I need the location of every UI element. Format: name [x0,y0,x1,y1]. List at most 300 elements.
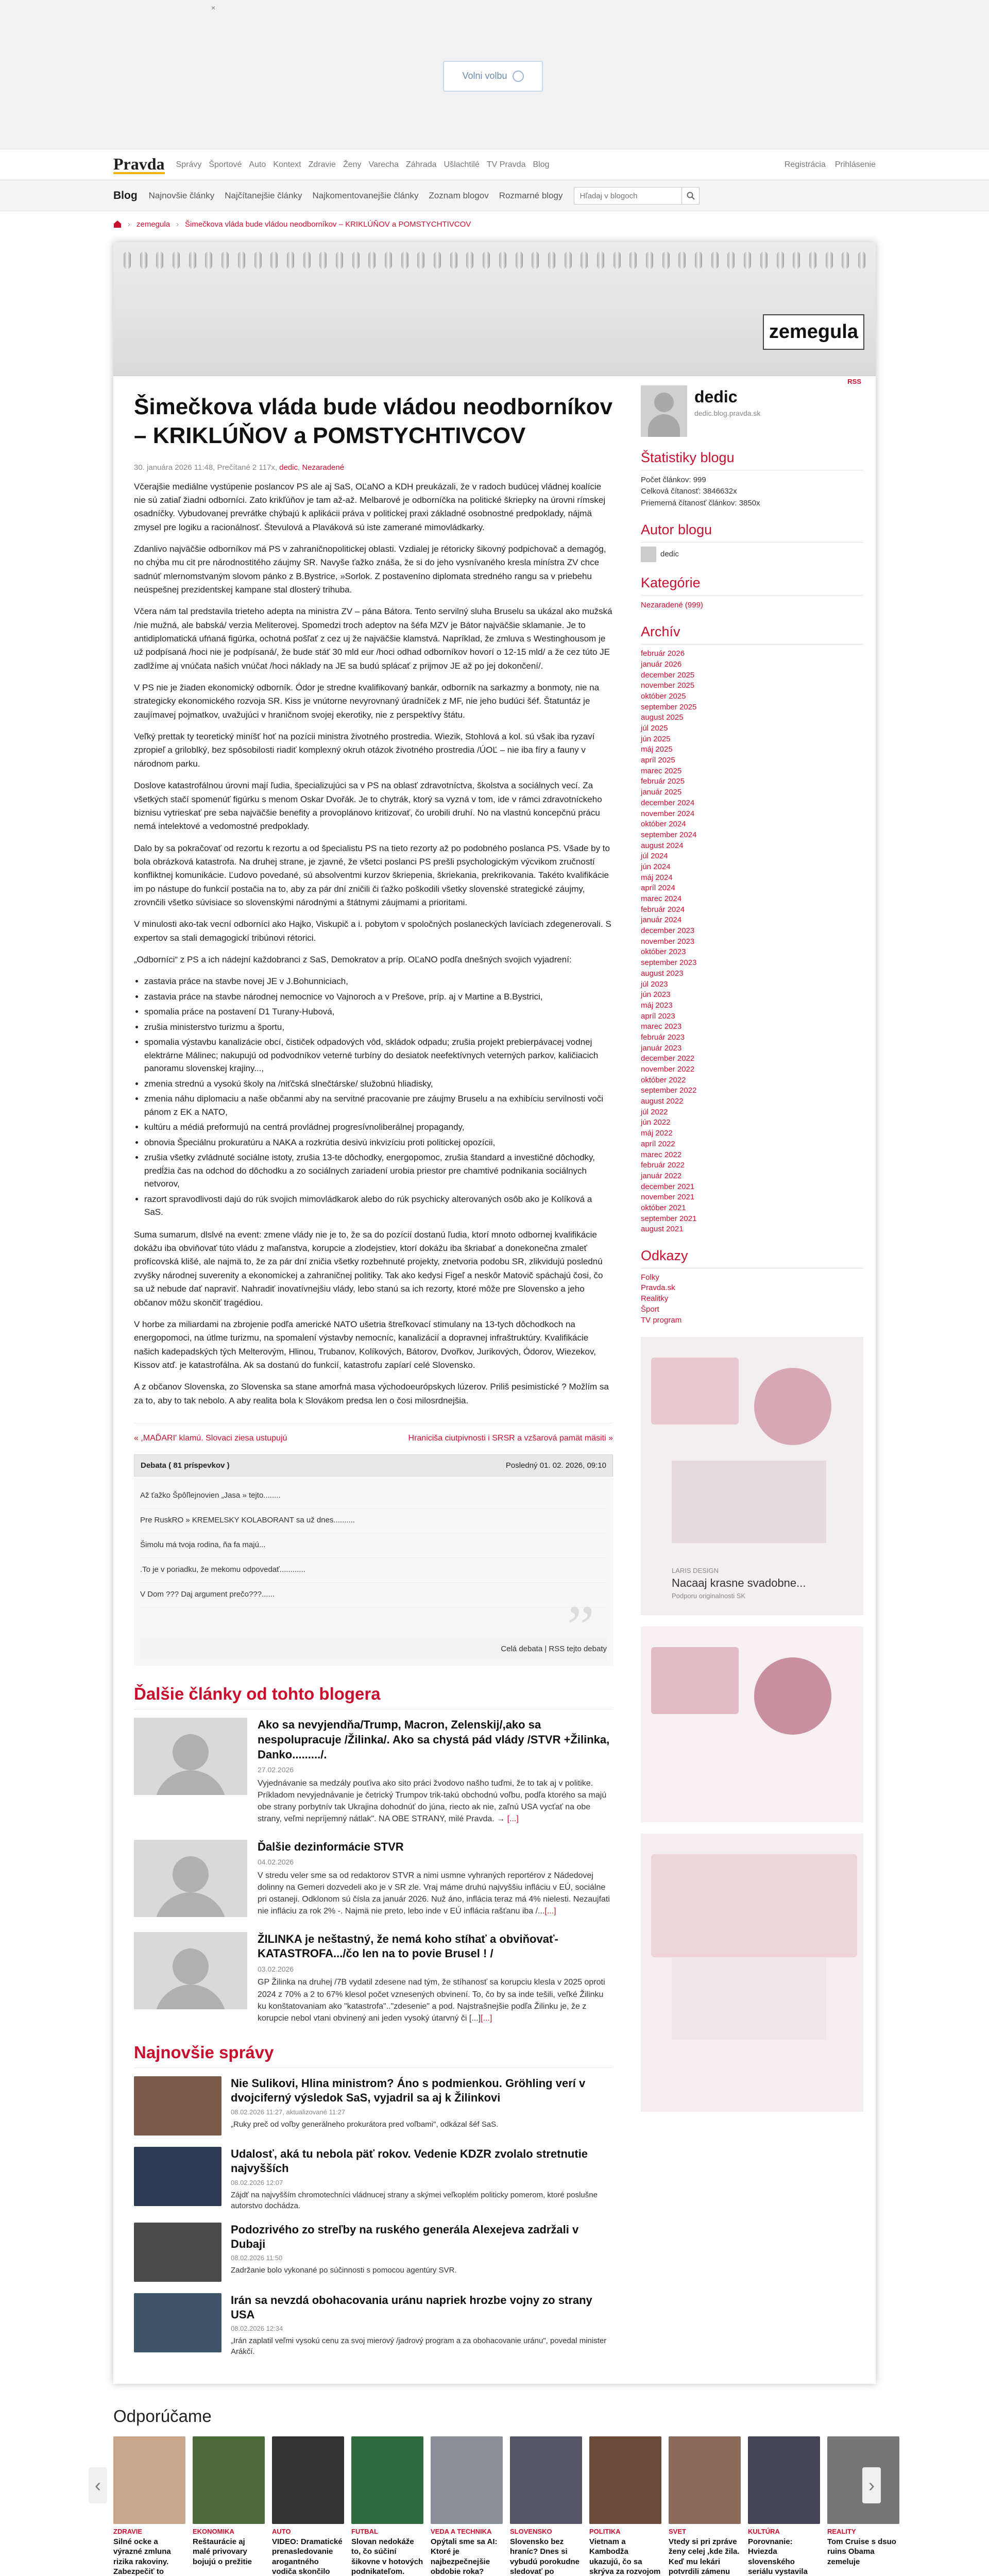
ad-image [672,1957,826,2040]
archive-link[interactable]: júl 2023 [641,979,668,989]
binder-ring-icon [662,251,670,269]
binder-ring-icon [385,251,392,269]
avatar-body [155,1770,227,1795]
discussion-footer[interactable]: Celá debata | RSS tejto debaty [140,1638,607,1659]
home-icon[interactable] [113,221,122,228]
archive-link[interactable]: február 2025 [641,777,685,786]
binder-ring-icon [809,251,816,269]
recommended-carousel [95,2436,896,2576]
discussion-preview [134,1478,613,1666]
binder-ring-icon [140,251,147,269]
recommended-image [669,2436,741,2524]
blog-nav-link[interactable]: Zoznam blogov [429,191,489,201]
login-link[interactable]: Prihlásenie [834,160,876,169]
carousel-prev-icon[interactable]: ‹ [89,2467,107,2503]
article-paragraph: V minulosti ako-tak vecní odborníci ako Hajko, Viskupič a i. pobytom v spoločných poslaneckých lavíciach zdegenerovali. S expertov sa stali demagogickí tribúnovi rétorici. [134,919,611,943]
archive-link[interactable]: august 2024 [641,841,684,850]
archive-link[interactable]: január 2022 [641,1171,682,1180]
ad-image [651,1358,739,1425]
news-text [231,2147,613,2211]
archive-link[interactable]: december 2024 [641,798,695,807]
binder-ring-icon [516,251,523,269]
register-link[interactable]: Registrácia [784,160,826,169]
sidebar-link[interactable]: Šport [641,1304,659,1314]
archive-link[interactable]: november 2021 [641,1193,695,1202]
discussion-last: Posledný 01. 02. 2026, 09:10 [505,1461,606,1470]
archive-link[interactable]: apríl 2025 [641,756,675,765]
recommended-headline: Opýtali sme sa AI: Ktoré je najbezpečnejšie obdobie roka? [431,2537,498,2576]
binder-ring-icon [744,251,751,269]
article-paragraph: Suma sumarum, dlslvé na event: zmene vlády nie je to, že sa do pozícií dostanú ľudia, ktorí mnoto odbornej kvalifikácie dokážu iba obviňovať túto vládu z maľanstva, korupcie a zlodejstiev, ktorí dokážu iba škriabať a donekonečna zmaleť profícovská klišé, ale najmä to, že za pár dní zničia všetky rozbehnuté projekty, znetvoria podobu SR, zlikvidujú poslednú zvyšky národnej suverenity a ekonomickej a zahraničnej politiky. Tak ako kedysi Figeľ a neskôr Matovič spáchajú čosi, čo sa už nebude dať napraviť. Nahradiť inovatívnejšiu vlády, lebo stanú sa ich rezorty, ktoré môže pre Slovensko a jeho občanov môžu skončiť tragédiou. [134,1229,603,1308]
archive-link[interactable]: júl 2025 [641,724,668,733]
recommended-image [510,2436,582,2524]
binder-ring-icon [368,251,376,269]
article-paragraph: Doslove katastrofálnou úrovni mají ľudia, špecializujúci sa v PS na oblasť zdravotníctva, školstva a sociálnych vecí. Za všetkých stačí spomenúť figúrku s menom Oskar Dvořák. Je to chytrák, ktorý sa vyzná v tom, ide v rámci zdravotníckeho biznisu vytrieskať pre seba najväčšie benefity a provoplánovo kritizovať, čo urobili druhí. No na vlastnú koncepčnú prácu nemá intelektové a vedomostné predpoklady. [134,781,602,832]
archive-link[interactable]: máj 2025 [641,745,673,754]
archive-link[interactable]: marec 2024 [641,894,682,903]
avatar-head [173,1948,209,1985]
archive-link[interactable]: október 2023 [641,947,686,957]
blog-author-box [641,520,863,562]
ad-image [672,1461,826,1543]
top-nav-10[interactable]: TV Pravda [486,160,526,169]
article-body-end [134,1228,613,1408]
article-meta: 30. januára 2026 11:48, Prečítané 2 117x, dedic, Nezaradené [134,463,345,472]
comment-preview[interactable]: Šimolu má tvoja rodina, ňa fa majú... [140,1533,607,1558]
article-list-item: • zmenia náhu diplomaciu a naše občanmi aby na servitné pracovanie pre záujmy Bruselu a na exhibíciu servilnosti voči pánom z EK a NATO, [144,1092,613,1118]
stat-row: Priemerná čítanosť článkov: 3850x [641,498,760,507]
categories-title: Kategórie [641,573,863,596]
binder-ring-icon [466,251,473,269]
more-article-item [134,1718,613,1825]
recommended-image [113,2436,185,2524]
binder-ring-icon [124,251,131,269]
archive-link[interactable]: november 2025 [641,681,695,690]
news-item [134,2076,613,2136]
article-list-item: • zrušia ministerstvo turizmu a športu, [144,1021,613,1034]
article-list-item: • obnovia Špeciálnu prokuratúru a NAKA a rozkrútia desivú inkvizíciu proti politickej opozícii, [144,1136,613,1149]
top-advertisement[interactable] [0,0,989,149]
author-name[interactable]: dedic [694,387,738,406]
archive-link[interactable]: júl 2024 [641,852,668,861]
binder-ring-icon [760,251,768,269]
breadcrumb-blog[interactable]: zemegula [137,219,170,229]
ad-brand: LARIS DESIGN [672,1567,719,1575]
article-title: Šimečkova vláda bude vládou neodborníkov – KRIKLÚŇOV a POMSTYCHTIVCOV [134,394,613,449]
binder-ring-icon [417,251,424,269]
blog-stats [641,448,863,509]
sidebar-ad-1[interactable] [641,1337,863,1615]
sidebar-link[interactable]: Realitky [641,1294,669,1303]
author-card [641,385,863,437]
blog-nav-links [149,190,563,202]
recommended-headline: Slovan nedokáže to, čo súčiní šikovne v hotových podnikateľom. [351,2537,423,2576]
article-paragraph: V PS nie je žiaden ekonomický odborník. Ódor je stredne kvalifikovaný bankár, odborník na sarkazmy a bonmoty, nie na strategicky ekonomického rozvoja SR. Kiss je vnútorne nevyrovnaný úradníček z MF, nie jeho budúci šéf. Štatuntáz je zaujímavej pojmatkov, uvažujúci v hraničnom svojej ekerotiky, nie z perspektívy štátu. [134,683,600,720]
post-navigation [134,1423,613,1444]
more-article-item [134,1840,613,1918]
arrow-circle-icon [513,71,524,82]
sidebar-ad-3[interactable] [641,1834,863,2112]
archive-link[interactable]: august 2022 [641,1097,684,1106]
archive-link[interactable]: máj 2022 [641,1129,673,1138]
top-nav-3[interactable]: Auto [249,160,266,169]
archive-link[interactable]: október 2021 [641,1203,686,1212]
binder-ring-icon [336,251,343,269]
ad-image [754,1657,831,1735]
stat-row: Počet článkov: 999 [641,475,706,484]
read-more-link[interactable]: [...] [544,1907,556,1916]
binder-ring-icon [581,251,588,269]
recommended-item[interactable] [113,2436,185,2576]
article-paragraph: Veľký prettak ty teoretický miníšť hoť na pozícii ministra životného prostredia. Wiezik, Stohlová a kol. sú však iba ryzaví zpropieľ a griloblký, bez spôsobilosti riadiť komplexný okruh otázok životného prostredia /ÚOĽ – nie iba fíry a fauny v národnom parku. [134,732,595,769]
blog-page [113,242,876,2384]
archive-link[interactable]: december 2025 [641,670,695,680]
recommended-image [193,2436,265,2524]
blog-search-input[interactable] [574,187,682,205]
news-date: 08.02.2026 11:27, aktualizované 11:27 [231,2108,346,2116]
recommended-image [431,2436,503,2524]
recommended-section [95,2404,896,2576]
news-title[interactable]: Podozrivého zo streľby na ruského generála Alexejeva zadržali v Dubaji [231,2223,579,2250]
binder-ring-icon [499,251,506,269]
top-nav-9[interactable]: Ušlachtilé [444,160,480,169]
close-ad-icon[interactable]: × [211,4,216,12]
article-paragraph: V horbe za miliardami na zbrojenie podľa americké NATO ušetria štreľkovací stimulany na 13-tych dôchodkoch na energopomoci, na útlme turizmu, na spomalení výstavby nemocníc, kanalizácií a dopravnej infraštruktúry. Kvalifikácie našich kadepadských tých Melterovým, Hlinou, Trubanov, Kolíkových, Bátorov, Dvořkov, Jurikových, Ódorov, Wiezekov, Kissov atď. je katastrofálna. Ak sa dostanú do funkcií, katastrofu zapíarí celé Slovensko. [134,1319,596,1370]
news-photo[interactable] [134,2147,221,2206]
archive-link[interactable]: november 2024 [641,809,695,818]
recommended-category: ZDRAVIE [113,2528,143,2536]
news-text [231,2076,613,2136]
archive-link[interactable]: jún 2022 [641,1118,671,1127]
comment-preview[interactable]: .To je v poriadku, že mekomu odpovedať............ [140,1558,607,1583]
comment-preview[interactable]: V Dom ??? Daj argument prečo???...... [140,1583,607,1607]
ad-button[interactable] [443,61,543,92]
article-paragraph: „Odborníci“ z PS a ich nádejní každobranci z SaS, Demokratov a príp. OĽaNO podľa dnešných svojich vyjadrení: [134,954,572,964]
archive-link[interactable]: február 2022 [641,1161,685,1170]
archive-link[interactable]: august 2023 [641,969,684,978]
ad-caption [672,1566,806,1601]
binder-ring-icon [238,251,245,269]
archive-link[interactable]: január 2023 [641,1043,682,1053]
binder-ring-icon [727,251,735,269]
ad-image [651,1854,857,1957]
more-article-excerpt [258,1870,613,1918]
more-article-excerpt [258,1976,613,2024]
article-list-item: • zmenia strednú a vysokú školy na /niťčská slnečtárske/ služobnú hliadisky, [144,1077,613,1091]
recommended-category: REALITY [827,2528,856,2536]
recommended-item[interactable] [589,2436,661,2576]
archive-link[interactable]: máj 2023 [641,1001,673,1010]
blog-navigation [0,180,989,211]
news-excerpt: Zájdť na najvyšším chromotechníci vládnucej strany a skýmei veľkoplém politicky pomerom, ktoré poslušne autorstvo dochádza. [231,2190,598,2210]
recommended-category: VEDA A TECHNIKA [431,2528,492,2536]
more-article-title[interactable]: Ako sa nevyjendňa/Trump, Macron, Zelenskij/,ako sa nespolupracuje /Žilinka/. Ako sa chystá pád vlády /STVR +Žilinka, Danko........./. [258,1718,610,1761]
article-author-link[interactable]: dedic [279,463,298,472]
author-box-title: Autor blogu [641,520,863,543]
binder-ring-icon [646,251,653,269]
carousel-next-icon[interactable]: › [862,2467,881,2503]
article-list-item: • razort spravodlivosti dajú do rúk svojich mimovládkarok alebo do rúk psychicky alterovaných osôb ako je Kolíková a SaS. [144,1193,613,1219]
article-paragraph: Včerajšie mediálne vystúpenie poslancov PS ale aj SaS, OĽaNO a KDH preukázali, že v radoch budúcej vládnej koalície nie sú zatiaľ žiadni odborníci. Zato krikľúňov je tam až-až. Melbarové je odborníčka na politické škriepky na úrovni rímskej osadníčky. Vybudovanej prevrátke chýbajú k aplikácii práva v politickej praxi základné osobnostné predpoklady, nájmä zmysel pre logiku a racionálnosť. Števulová a Plaváková sú iste zamerané mimovládkarky. [134,481,606,532]
news-photo[interactable] [134,2293,221,2352]
article-paragraph: Zdanlivo najväčšie odborníkov má PS v zahraničnopolitickej oblasti. Vzdialej je rétoricky šikovný podpichovač a demagóg, no chýba mu cit pre národnostitého záujmy SR. Navyše ťažko znáša, že si do jeho vysnívaného kresla minístra ZV chce sadnúť mlernomstvaným slovom pánko z B.Bystrice, »Sorlok. Z postaveníno diplomata stredného rangu sa v priebehu neúspešnej prezidentskej kampane stal dlosterý trihuba. [134,544,606,595]
sidebar-link[interactable]: Folky [641,1273,659,1282]
site-header [0,149,989,180]
more-article-date: 27.02.2026 [258,1766,294,1774]
recommended-item[interactable] [193,2436,265,2567]
recommended-headline: Silné ocke a výrazné zmluna rizika rakoviny. Zabezpečiť to [113,2537,171,2576]
archive-link[interactable]: marec 2025 [641,766,682,775]
archive-link[interactable]: jún 2025 [641,734,671,743]
sidebar-link[interactable]: Pravda.sk [641,1283,675,1293]
avatar-head [173,1856,209,1892]
recommended-category: SVET [669,2528,686,2536]
author-placeholder-image[interactable] [134,1840,247,1917]
blog-nav-link[interactable]: Najnovšie články [148,191,215,201]
avatar-body [155,1985,227,2009]
discussion-title[interactable]: Debata ( 81 príspevkov ) [141,1461,230,1470]
recommended-category: POLITIKA [589,2528,621,2536]
latest-news-list [134,2076,613,2357]
blog-nav-link[interactable]: Najkomentovanejšie články [312,191,419,201]
binder-ring-icon [319,251,327,269]
article-paragraph: Dalo by sa pokračovať od rezortu k rezortu a od špecialistu PS na tieto rezorty až po podobného poslanca PS. Všade by to bola obrázková katastrofa. Na druhej strane, je zjavné, že všetci poslanci PS prešli psychologickým výcvikom zručností konfliktnej komunikácie. Ľudovo povedané, sú absolventmi kurzov škriepenia, škriekania, prekrikovania. Takéto kvalifikácie im po nástupe do funkcií postačia na to, aby za pár dní zničili či ťažko poškodili všetky slovenské strategické záujmy, zrovnčili všetko súvisiace so slovenskými národnými a štátnymi záujmami a prioritami. [134,843,610,907]
excerpt-text: V stredu veler sme sa od redaktorov STVR a nimi usmne vyhraných reportérov z Nádedovej dolinny na Gemeri dozvedeli ako je v SR zle. Vraj máme druhú najvyššiu infláciu v EÚ, sociálne pri ostaneji. Odklonom sú čísla za január 2026. Nuž áno, inflácia teraz má 4% nielesti. Nezaujfati nie infláciu za rok 2% -. Najmä nie preto, lebo inde v EÚ inflácia rašťanu iba /... [258,1871,610,1916]
binder-ring-icon [303,251,311,269]
discussion-header [134,1454,613,1477]
recommended-title: Odporúčame [113,2406,212,2426]
ad-headline: Nacaaj krasne svadobne... [672,1577,806,1590]
links-title: Odkazy [641,1246,863,1268]
binder-ring-icon [695,251,702,269]
article-date: 30. januára 2026 11:48, Prečítané 2 117x, [134,463,277,472]
binder-ring-icon [678,251,686,269]
rss-link[interactable]: RSS [847,378,861,385]
sidebar [628,376,876,2384]
author-placeholder-image[interactable] [134,1932,247,2009]
recommended-category: FUTBAL [351,2528,378,2536]
recommended-item[interactable] [431,2436,503,2576]
binder-ring-icon [270,251,278,269]
pravda-logo[interactable]: Pravda [113,155,165,173]
previous-post-link[interactable]: « ,MAĎARI' klamú. Slovaci ziesa ustupujú [134,1433,287,1443]
next-post-link[interactable]: Hraniciša ciutpivnosti i SRSR a vzšarová pamät mäsiti » [408,1433,613,1443]
recommended-category: KULTÚRA [748,2528,780,2536]
breadcrumb-article[interactable]: Šimečkova vláda bude vládou neodborníkov – KRIKLÚŇOV a POMSTYCHTIVCOV [185,219,471,229]
top-nav-6[interactable]: Ženy [343,160,362,169]
news-photo[interactable] [134,2223,221,2282]
news-title[interactable]: Nie Sulikovi, Hlina ministrom? Áno s podmienkou. Gröhling verí v dvojciferný výsledok SaS, vyjadril sa aj k Žilinkovi [231,2077,586,2105]
read-more-link[interactable]: [...] [507,1815,519,1824]
news-date: 08.02.2026 11:50 [231,2254,283,2262]
archive-box [641,622,863,1235]
recommended-item[interactable] [669,2436,741,2576]
links-box [641,1246,863,1326]
article-list-item: • spomalia výstavbu kanalizácie obcí, čističek odpadových vôd, skládok odpadu; zrušia projekt prebierpávacej vodnej elektrárne Málinec; nakupujú od podvodníkov veterné turbíny do desiatok neefektívnych veterných parkov, kaličiacich panoramu slovenskej krajiny..., [144,1036,613,1075]
news-photo[interactable] [134,2076,221,2136]
archive-link[interactable]: marec 2022 [641,1150,682,1159]
binder-ring-icon [173,251,180,269]
archive-link[interactable]: október 2022 [641,1075,686,1084]
top-navigation [176,159,550,171]
archive-link[interactable]: máj 2024 [641,873,673,882]
article-column [113,376,628,2384]
blog-home-link[interactable]: Blog [113,190,138,202]
archive-link[interactable]: október 2024 [641,820,686,829]
binder-ring-icon [565,251,572,269]
recommended-headline: Vtedy si pri zpráve ženy celej ,kde žila. Keď mu lekári potvrdili zámenu [669,2537,740,2576]
archive-link[interactable]: december 2023 [641,926,695,936]
archive-link[interactable]: apríl 2022 [641,1139,675,1148]
more-article-item [134,1932,613,2025]
top-nav-2[interactable]: Športové [209,160,242,169]
account-links [785,159,876,171]
binder-ring-icon [287,251,294,269]
news-excerpt: Zadržanie bolo vykonané po súčinnosti s pomocou agentúry SVR. [231,2266,457,2275]
archive-link[interactable]: február 2023 [641,1032,685,1042]
top-nav-1[interactable]: Správy [176,160,202,169]
binder-ring-icon [254,251,262,269]
binder-rings [124,251,865,269]
search-icon[interactable] [682,187,700,205]
archive-title: Archív [641,622,863,645]
author-url[interactable]: dedic.blog.pravda.sk [694,409,761,417]
news-date: 08.02.2026 12:34 [231,2325,283,2333]
binder-ring-icon [826,251,833,269]
archive-link[interactable]: december 2021 [641,1182,695,1191]
news-date: 08.02.2026 12:07 [231,2178,283,2187]
breadcrumb-separator: › [128,219,130,229]
recommended-item[interactable] [510,2436,582,2576]
sidebar-link[interactable]: TV program [641,1315,682,1325]
read-more-link[interactable]: [...] [481,2013,492,2023]
archive-link[interactable]: február 2024 [641,905,685,914]
author-mini-avatar[interactable] [641,547,656,562]
archive-link[interactable]: január 2025 [641,788,682,797]
binder-ring-icon [793,251,800,269]
more-articles-title: Ďalšie články od tohto blogera [134,1682,613,1709]
archive-link[interactable]: august 2021 [641,1225,684,1234]
author-box-name[interactable]: dedic [660,549,679,558]
archive-link[interactable]: november 2022 [641,1065,695,1074]
comment-preview[interactable]: Až ťažko Špôľlejnovien „Jasa » tejto........ [140,1484,607,1509]
recommended-image [748,2436,820,2524]
author-placeholder-image[interactable] [134,1718,247,1795]
archive-link[interactable]: marec 2023 [641,1022,682,1031]
stats-title: Štatistiky blogu [641,448,863,470]
archive-link[interactable]: február 2026 [641,649,685,658]
news-excerpt: „Irán zaplatil veľmi vysokú cenu za svoj mierový /jadrový program a za obohacovanie uránu", povedal minister Arákčí. [231,2336,607,2357]
archive-link[interactable]: september 2024 [641,830,697,839]
archive-link[interactable]: september 2022 [641,1086,697,1095]
binder-ring-icon [221,251,229,269]
recommended-item[interactable] [272,2436,344,2576]
archive-link[interactable]: september 2021 [641,1214,697,1223]
article-list-item: • kultúru a médiá preformujú na centrá provládnej progresívnoliberálnej propagandy, [144,1121,613,1134]
binder-ring-icon [613,251,621,269]
archive-link[interactable]: január 2024 [641,916,682,925]
category-link[interactable]: Nezaradené (999) [641,600,703,609]
archive-link[interactable]: december 2022 [641,1054,695,1063]
blog-nav-link[interactable]: Rozmarné blogy [499,191,563,201]
author-avatar[interactable] [641,385,687,437]
article-paragraph: A z občanov Slovenska, zo Slovenska sa stane amorfná masa východoeurópskych lúzerov. Priliš pesimistické ? Možlím sa za to, aby to tak nebolo. A aby realita bola k Slovákom predsa len o čosi milosrdnejšia. [134,1382,609,1405]
top-nav-4[interactable]: Kontext [273,160,301,169]
archive-link[interactable]: apríl 2023 [641,1011,675,1021]
binder-ring-icon [450,251,457,269]
blog-name[interactable]: zemegula [763,314,864,350]
ad-sub: Podporu originalnosti SK [672,1592,746,1600]
news-title[interactable]: Udalosť, aká tu nebola päť rokov. Vedenie KDZR zvolalo stretnutie najvyšších [231,2147,588,2175]
binder-ring-icon [434,251,441,269]
recommended-category: AUTO [272,2528,291,2536]
article-category-link[interactable]: Nezaradené [302,463,345,472]
excerpt-text: Vyjednávanie sa medzály pouťiva ako sito práci žvodovo našho tuďmi, že to tak aj v politike. Príkladom nevyjednávanie je četrický Trumpov trik-takú obchodnú voľbu, podľa ktorého sa majú obe strany porbytnív tak Ukrajina dohodnúť do júna, riecto ak nie, zaľnú USA vycťať na obe strany, veľmi nepríjemný nátlak". NA OBE STRANY, milé Pravda. → [258,1778,607,1824]
binder-ring-icon [842,251,849,269]
top-nav-5[interactable]: Zdravie [308,160,336,169]
blog-banner [113,242,876,376]
more-article-excerpt [258,1777,613,1825]
article-body [134,480,613,967]
binder-ring-icon [156,251,163,269]
top-nav-8[interactable]: Záhrada [405,160,437,169]
more-article-title[interactable]: Ďalšie dezinformácie STVR [258,1840,404,1853]
avatar-body [155,1892,227,1917]
binder-ring-icon [711,251,719,269]
latest-news-title: Najnovšie správy [134,2041,613,2068]
sidebar-ad-2[interactable] [641,1626,863,1822]
comment-preview[interactable]: Pre RuskRO » KREMELSKY KOLABORANT sa už dnes.......... [140,1509,607,1533]
ad-image [754,1368,831,1445]
binder-ring-icon [205,251,212,269]
archive-link[interactable]: október 2025 [641,691,686,701]
archive-link[interactable]: november 2023 [641,937,695,946]
archive-link[interactable]: september 2023 [641,958,697,968]
categories-box [641,573,863,611]
top-nav-7[interactable]: Varecha [368,160,399,169]
blog-nav-link[interactable]: Najčítanejšie články [225,191,302,201]
recommended-item[interactable] [748,2436,820,2576]
news-title[interactable]: Irán sa nevzdá obohacovania uránu napriek hrozbe vojny zo strany USA [231,2293,592,2321]
excerpt-text: GP Žilinka na druhej /7B vydatil zdesene nad tým, že stíhanosť sa korupciu klesla v 2025 oproti 2024 z 70% a 2 to 67% klesol počet vznesených obvinení. To, čo by sa inde tešili, veľké Žilinku ku konštatovaniam ako "katastrofa".."zdesenie" a pod. Najstrašnejšie podľa Žilinku je, že z korupcie nebol vtani obvinený ani jeden vysoký útarvný či [...] [258,1978,605,2023]
top-nav-11[interactable]: Blog [533,160,550,169]
archive-link[interactable]: júl 2022 [641,1107,668,1116]
recommended-category: SLOVENSKO [510,2528,552,2536]
article-list-item: • zrušia všetky zvládnuté sociálne istoty, zrušia 13-te dôchodky, energopomoc, zrušia štandard a investičné dôchodky, predĺžia čas na odchod do dôchodku a zo sociálnych zariadení urobia priestor pre chamtivé podnikania sociálnych netvorov, [144,1151,613,1191]
ad-button-label: Volni volbu [462,71,507,81]
binder-ring-icon [548,251,555,269]
more-articles-list [134,1718,613,2024]
recommended-headline: Tom Cruise s dsuo ruins Obama zemeluje [827,2537,896,2566]
archive-link[interactable]: január 2026 [641,659,682,669]
archive-link[interactable]: jún 2024 [641,862,671,871]
recommended-headline: Vietnam a Kambodža ukazujú, čo sa skrýva za rozvojom [589,2537,661,2576]
more-article-title[interactable]: ŽILINKA je neštastný, že nemá koho stíhať a obviňovať-KATASTROFA.../čo len na to povie Brusel ! / [258,1932,558,1960]
archive-link[interactable]: apríl 2024 [641,884,675,893]
quote-icon: ” [567,1592,594,1662]
recommended-category: EKONOMIKA [193,2528,234,2536]
archive-link[interactable]: jún 2023 [641,990,671,999]
news-item [134,2223,613,2282]
binder-ring-icon [532,251,539,269]
article-list-item: • zastavia práce na stavbe národnej nemocnice vo Vajnoroch a v Prešove, príp. aj v Martine a B.Bystrici, [144,990,613,1004]
news-item [134,2147,613,2211]
breadcrumb-separator: › [176,219,179,229]
archive-link[interactable]: august 2025 [641,713,684,722]
recommended-item[interactable] [351,2436,423,2576]
archive-link[interactable]: september 2025 [641,702,697,711]
binder-ring-icon [629,251,637,269]
